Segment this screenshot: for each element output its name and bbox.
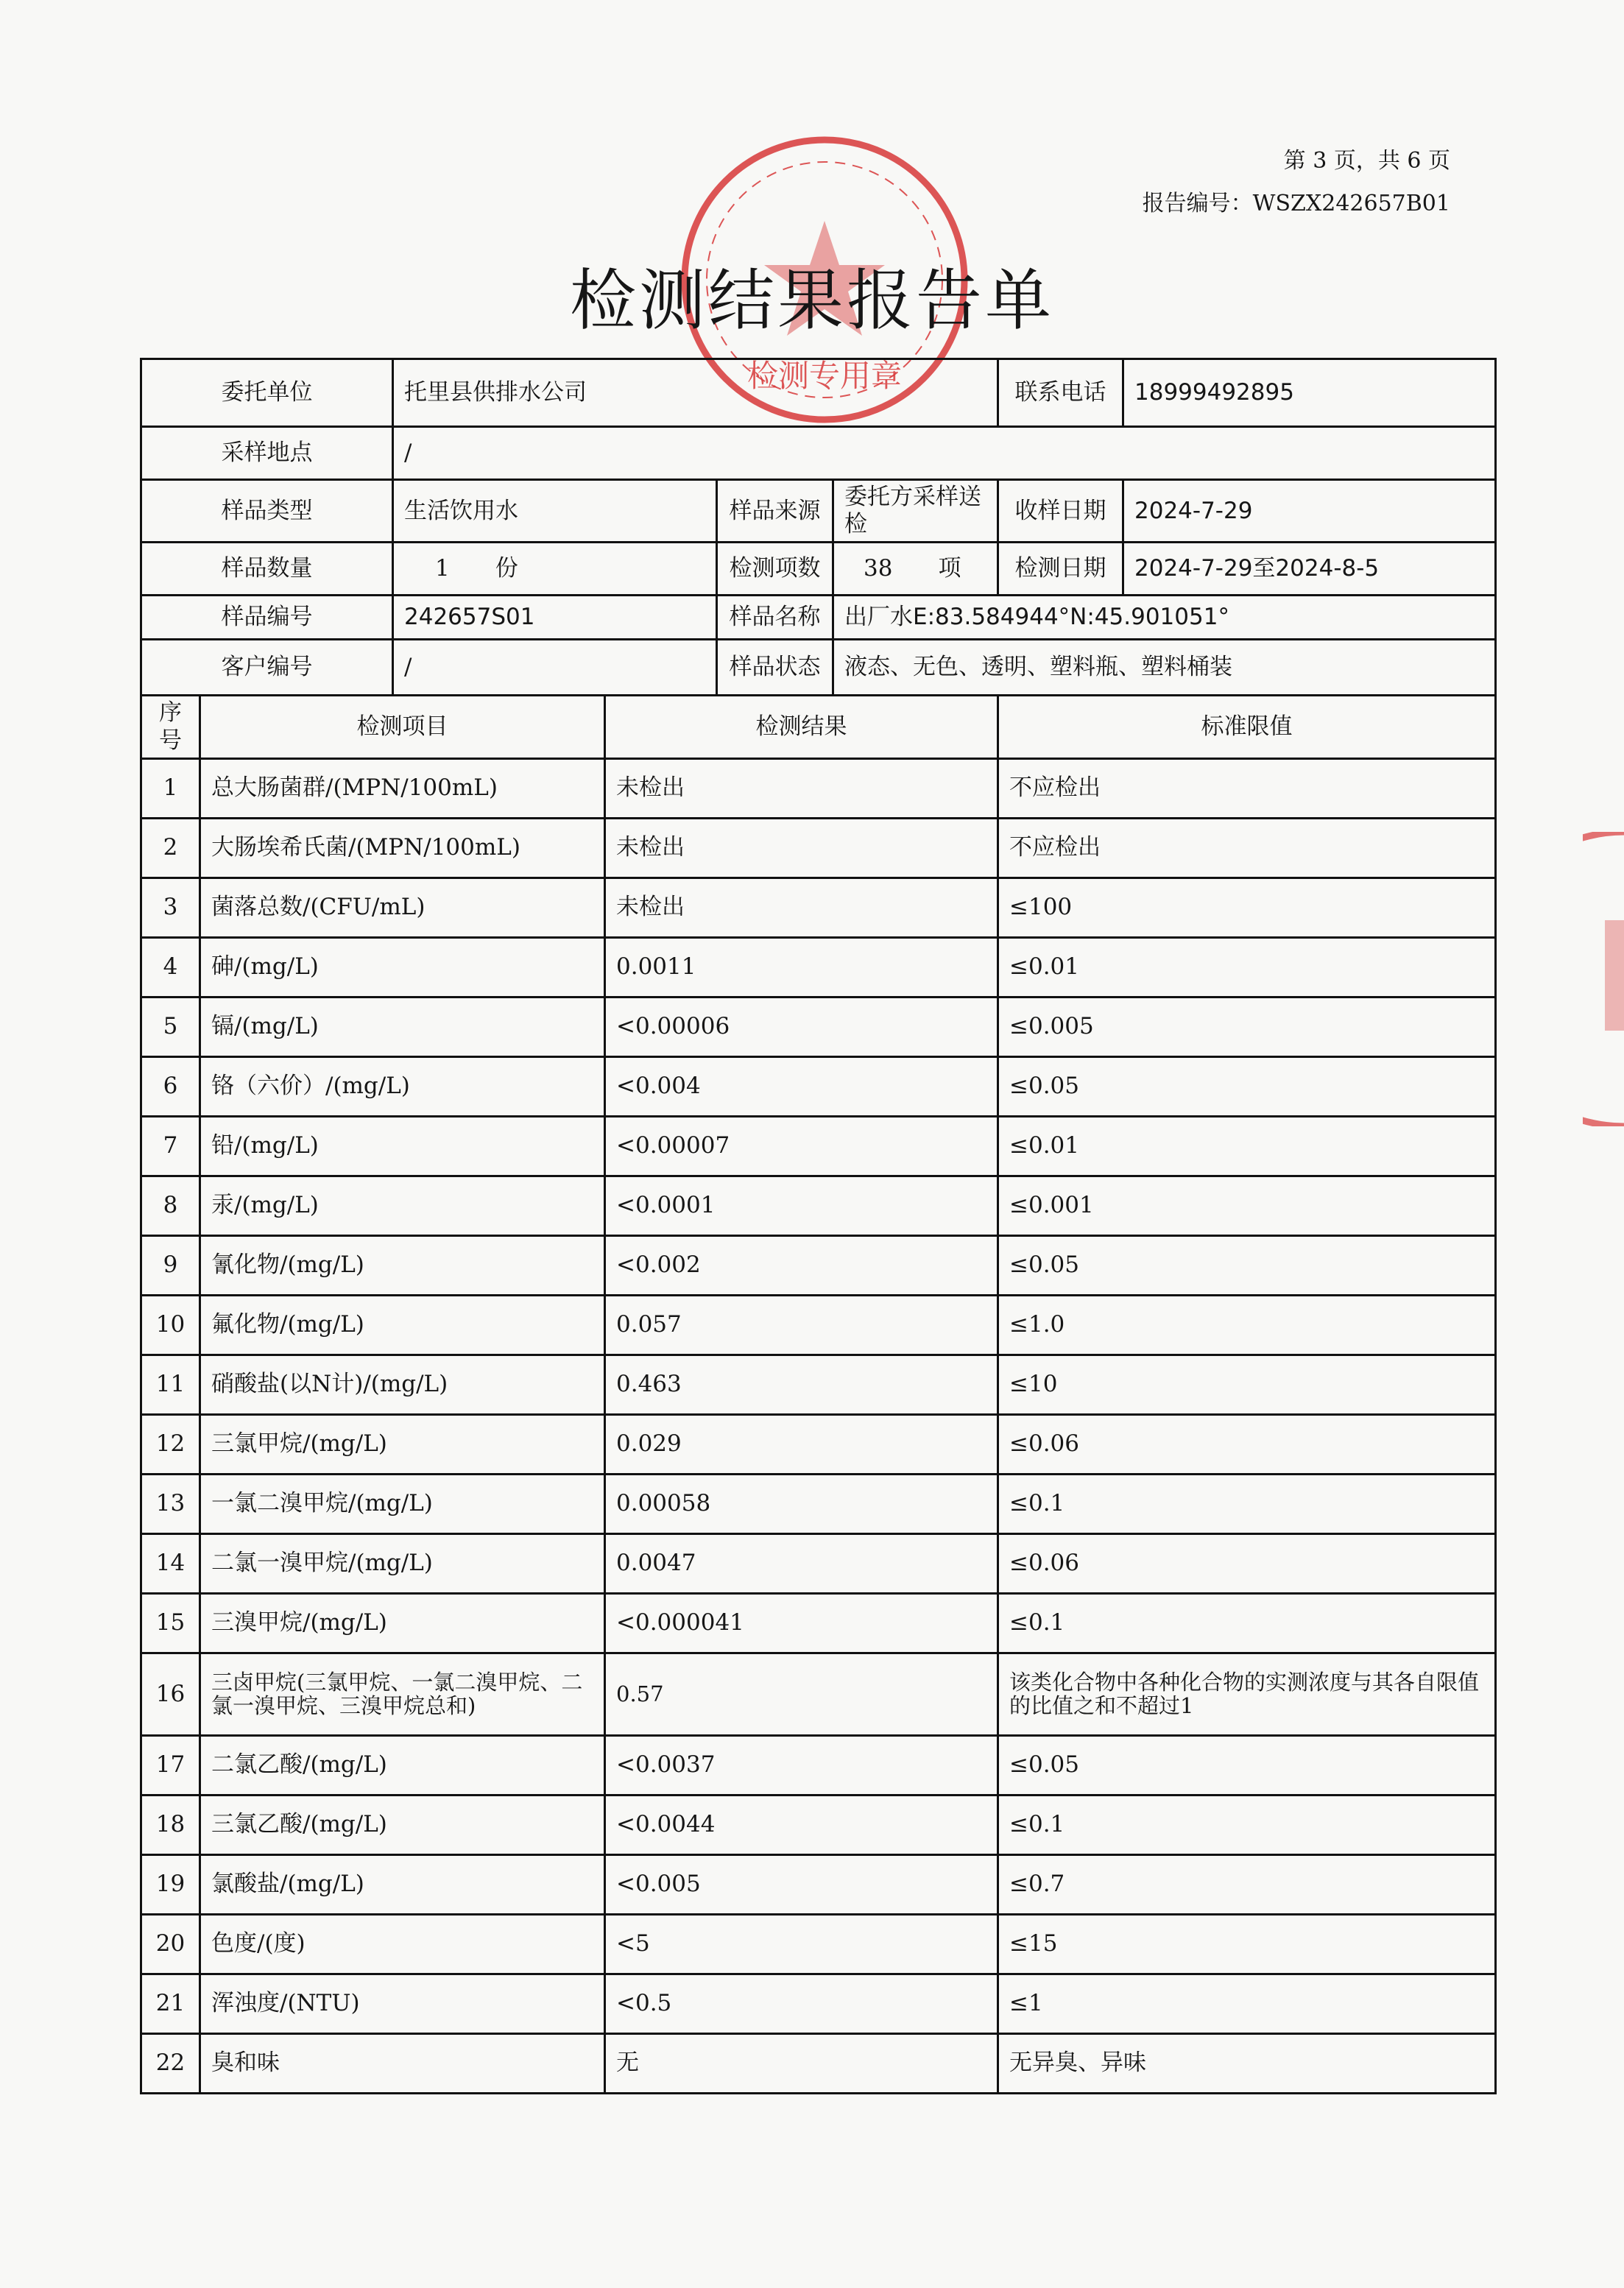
code-value: 242657S01	[393, 596, 717, 640]
row-limit: ≤0.7	[998, 1854, 1496, 1914]
row-item: 镉/(mg/L)	[200, 997, 605, 1056]
row-limit: ≤0.06	[998, 1533, 1496, 1593]
row-item: 臭和味	[200, 2033, 605, 2093]
row-limit: ≤0.01	[998, 937, 1496, 997]
row-item: 一氯二溴甲烷/(mg/L)	[200, 1474, 605, 1533]
row-number: 22	[141, 2033, 200, 2093]
row-result: <0.005	[605, 1854, 998, 1914]
row-number: 20	[141, 1914, 200, 1974]
row-limit: ≤0.01	[998, 1116, 1496, 1176]
table-row	[141, 1854, 1496, 1914]
row-number: 19	[141, 1854, 200, 1914]
table-row	[141, 1414, 1496, 1474]
row-item: 氯酸盐/(mg/L)	[200, 1854, 605, 1914]
row-limit: ≤100	[998, 878, 1496, 937]
row-result: 无	[605, 2033, 998, 2093]
row-item: 菌落总数/(CFU/mL)	[200, 878, 605, 937]
type-value: 生活饮用水	[393, 480, 717, 543]
row-result: 0.00058	[605, 1474, 998, 1533]
row-number: 15	[141, 1593, 200, 1653]
row-limit: ≤0.001	[998, 1176, 1496, 1235]
row-item: 铬（六价）/(mg/L)	[200, 1056, 605, 1116]
row-limit: 不应检出	[998, 818, 1496, 878]
table-row	[141, 1795, 1496, 1854]
table-row	[141, 1355, 1496, 1414]
row-item: 大肠埃希氏菌/(MPN/100mL)	[200, 818, 605, 878]
row-result: <0.0044	[605, 1795, 998, 1854]
row-limit: ≤0.1	[998, 1795, 1496, 1854]
row-result: <0.004	[605, 1056, 998, 1116]
report-table	[140, 358, 1497, 2094]
phone-value: 18999492895	[1123, 359, 1496, 427]
table-row	[141, 937, 1496, 997]
row-result: <0.0037	[605, 1735, 998, 1795]
row-item: 三溴甲烷/(mg/L)	[200, 1593, 605, 1653]
row-number: 10	[141, 1295, 200, 1355]
phone-label: 联系电话	[998, 359, 1123, 427]
row-limit: ≤0.1	[998, 1474, 1496, 1533]
table-row	[141, 1974, 1496, 2033]
row-result: 0.029	[605, 1414, 998, 1474]
row-result: <0.00006	[605, 997, 998, 1056]
row-result: <0.00007	[605, 1116, 998, 1176]
items-value: 38 项	[833, 543, 998, 596]
col-header-no: 序号	[141, 696, 200, 758]
source-label: 样品来源	[717, 480, 833, 543]
row-limit: ≤0.05	[998, 1056, 1496, 1116]
row-limit: 该类化合物中各种化合物的实测浓度与其各自限值的比值之和不超过1	[998, 1653, 1496, 1735]
row-item: 色度/(度)	[200, 1914, 605, 1974]
count-label: 样品数量	[141, 543, 393, 596]
row-item: 硝酸盐(以N计)/(mg/L)	[200, 1355, 605, 1414]
report-number: 报告编号：WSZX242657B01	[1142, 191, 1450, 216]
row-result: 未检出	[605, 818, 998, 878]
row-result: 未检出	[605, 878, 998, 937]
row-item: 三氯乙酸/(mg/L)	[200, 1795, 605, 1854]
row-item: 三氯甲烷/(mg/L)	[200, 1414, 605, 1474]
site-value: /	[393, 427, 1496, 480]
client-label: 委托单位	[141, 359, 393, 427]
source-value: 委托方采样送检	[833, 480, 998, 543]
info-row-client	[141, 359, 1496, 427]
state-value: 液态、无色、透明、塑料瓶、塑料桶装	[833, 640, 1496, 696]
document-title: 检测结果报告单	[570, 262, 1054, 339]
row-result: <5	[605, 1914, 998, 1974]
site-label: 采样地点	[141, 427, 393, 480]
row-item: 二氯一溴甲烷/(mg/L)	[200, 1533, 605, 1593]
table-row	[141, 818, 1496, 878]
row-limit: 无异臭、异味	[998, 2033, 1496, 2093]
row-number: 5	[141, 997, 200, 1056]
table-row	[141, 1653, 1496, 1735]
row-number: 21	[141, 1974, 200, 2033]
row-item: 砷/(mg/L)	[200, 937, 605, 997]
row-limit: ≤0.05	[998, 1735, 1496, 1795]
table-row	[141, 1593, 1496, 1653]
info-row-customer	[141, 640, 1496, 696]
row-number: 16	[141, 1653, 200, 1735]
row-number: 11	[141, 1355, 200, 1414]
test-date-label: 检测日期	[998, 543, 1123, 596]
row-result: 0.0047	[605, 1533, 998, 1593]
row-number: 6	[141, 1056, 200, 1116]
row-limit: ≤0.005	[998, 997, 1496, 1056]
type-label: 样品类型	[141, 480, 393, 543]
recv-value: 2024-7-29	[1123, 480, 1496, 543]
table-row	[141, 1735, 1496, 1795]
name-label: 样品名称	[717, 596, 833, 640]
row-limit: ≤1	[998, 1974, 1496, 2033]
row-number: 2	[141, 818, 200, 878]
row-limit: 不应检出	[998, 758, 1496, 818]
row-limit: ≤0.05	[998, 1235, 1496, 1295]
results-body	[141, 758, 1496, 2093]
items-label: 检测项数	[717, 543, 833, 596]
cust-value: /	[393, 640, 717, 696]
table-row	[141, 1116, 1496, 1176]
row-item: 铅/(mg/L)	[200, 1116, 605, 1176]
table-row	[141, 1474, 1496, 1533]
row-result: <0.000041	[605, 1593, 998, 1653]
client-value: 托里县供排水公司	[393, 359, 998, 427]
col-header-item: 检测项目	[200, 696, 605, 758]
row-number: 7	[141, 1116, 200, 1176]
cust-label: 客户编号	[141, 640, 393, 696]
row-item: 二氯乙酸/(mg/L)	[200, 1735, 605, 1795]
row-limit: ≤0.06	[998, 1414, 1496, 1474]
row-limit: ≤1.0	[998, 1295, 1496, 1355]
state-label: 样品状态	[717, 640, 833, 696]
test-date-value: 2024-7-29至2024-8-5	[1123, 543, 1496, 596]
row-item: 氰化物/(mg/L)	[200, 1235, 605, 1295]
row-limit: ≤15	[998, 1914, 1496, 1974]
row-result: 0.463	[605, 1355, 998, 1414]
results-header-row	[141, 696, 1496, 758]
row-result: <0.002	[605, 1235, 998, 1295]
table-row	[141, 1533, 1496, 1593]
info-row-type	[141, 480, 1496, 543]
row-result: 0.57	[605, 1653, 998, 1735]
row-item: 浑浊度/(NTU)	[200, 1974, 605, 2033]
table-row	[141, 1295, 1496, 1355]
count-value: 1 份	[393, 543, 717, 596]
row-item: 汞/(mg/L)	[200, 1176, 605, 1235]
table-row	[141, 2033, 1496, 2093]
row-item: 三卤甲烷(三氯甲烷、一氯二溴甲烷、二氯一溴甲烷、三溴甲烷总和)	[200, 1653, 605, 1735]
row-number: 9	[141, 1235, 200, 1295]
table-row	[141, 758, 1496, 818]
page-header-info	[1082, 140, 1450, 225]
row-number: 12	[141, 1414, 200, 1474]
row-limit: ≤10	[998, 1355, 1496, 1414]
col-header-limit: 标准限值	[998, 696, 1496, 758]
row-limit: ≤0.1	[998, 1593, 1496, 1653]
row-result: <0.5	[605, 1974, 998, 2033]
table-row	[141, 997, 1496, 1056]
row-result: <0.0001	[605, 1176, 998, 1235]
edge-seal-fragment	[1583, 832, 1624, 1126]
row-number: 14	[141, 1533, 200, 1593]
table-row	[141, 1235, 1496, 1295]
row-number: 4	[141, 937, 200, 997]
row-number: 8	[141, 1176, 200, 1235]
row-number: 17	[141, 1735, 200, 1795]
name-value: 出厂水E:83.584944°N:45.901051°	[833, 596, 1496, 640]
info-row-code	[141, 596, 1496, 640]
seal-text: 检测专用章	[746, 358, 903, 394]
table-row	[141, 1914, 1496, 1974]
row-number: 3	[141, 878, 200, 937]
row-result: 未检出	[605, 758, 998, 818]
row-item: 总大肠菌群/(MPN/100mL)	[200, 758, 605, 818]
table-row	[141, 1056, 1496, 1116]
info-row-site	[141, 427, 1496, 480]
code-label: 样品编号	[141, 596, 393, 640]
table-row	[141, 878, 1496, 937]
row-number: 1	[141, 758, 200, 818]
col-header-result: 检测结果	[605, 696, 998, 758]
recv-label: 收样日期	[998, 480, 1123, 543]
info-row-count	[141, 543, 1496, 596]
row-item: 氟化物/(mg/L)	[200, 1295, 605, 1355]
row-number: 13	[141, 1474, 200, 1533]
row-result: 0.057	[605, 1295, 998, 1355]
page-number: 第 3 页，共 6 页	[1283, 148, 1450, 174]
row-number: 18	[141, 1795, 200, 1854]
row-result: 0.0011	[605, 937, 998, 997]
table-row	[141, 1176, 1496, 1235]
